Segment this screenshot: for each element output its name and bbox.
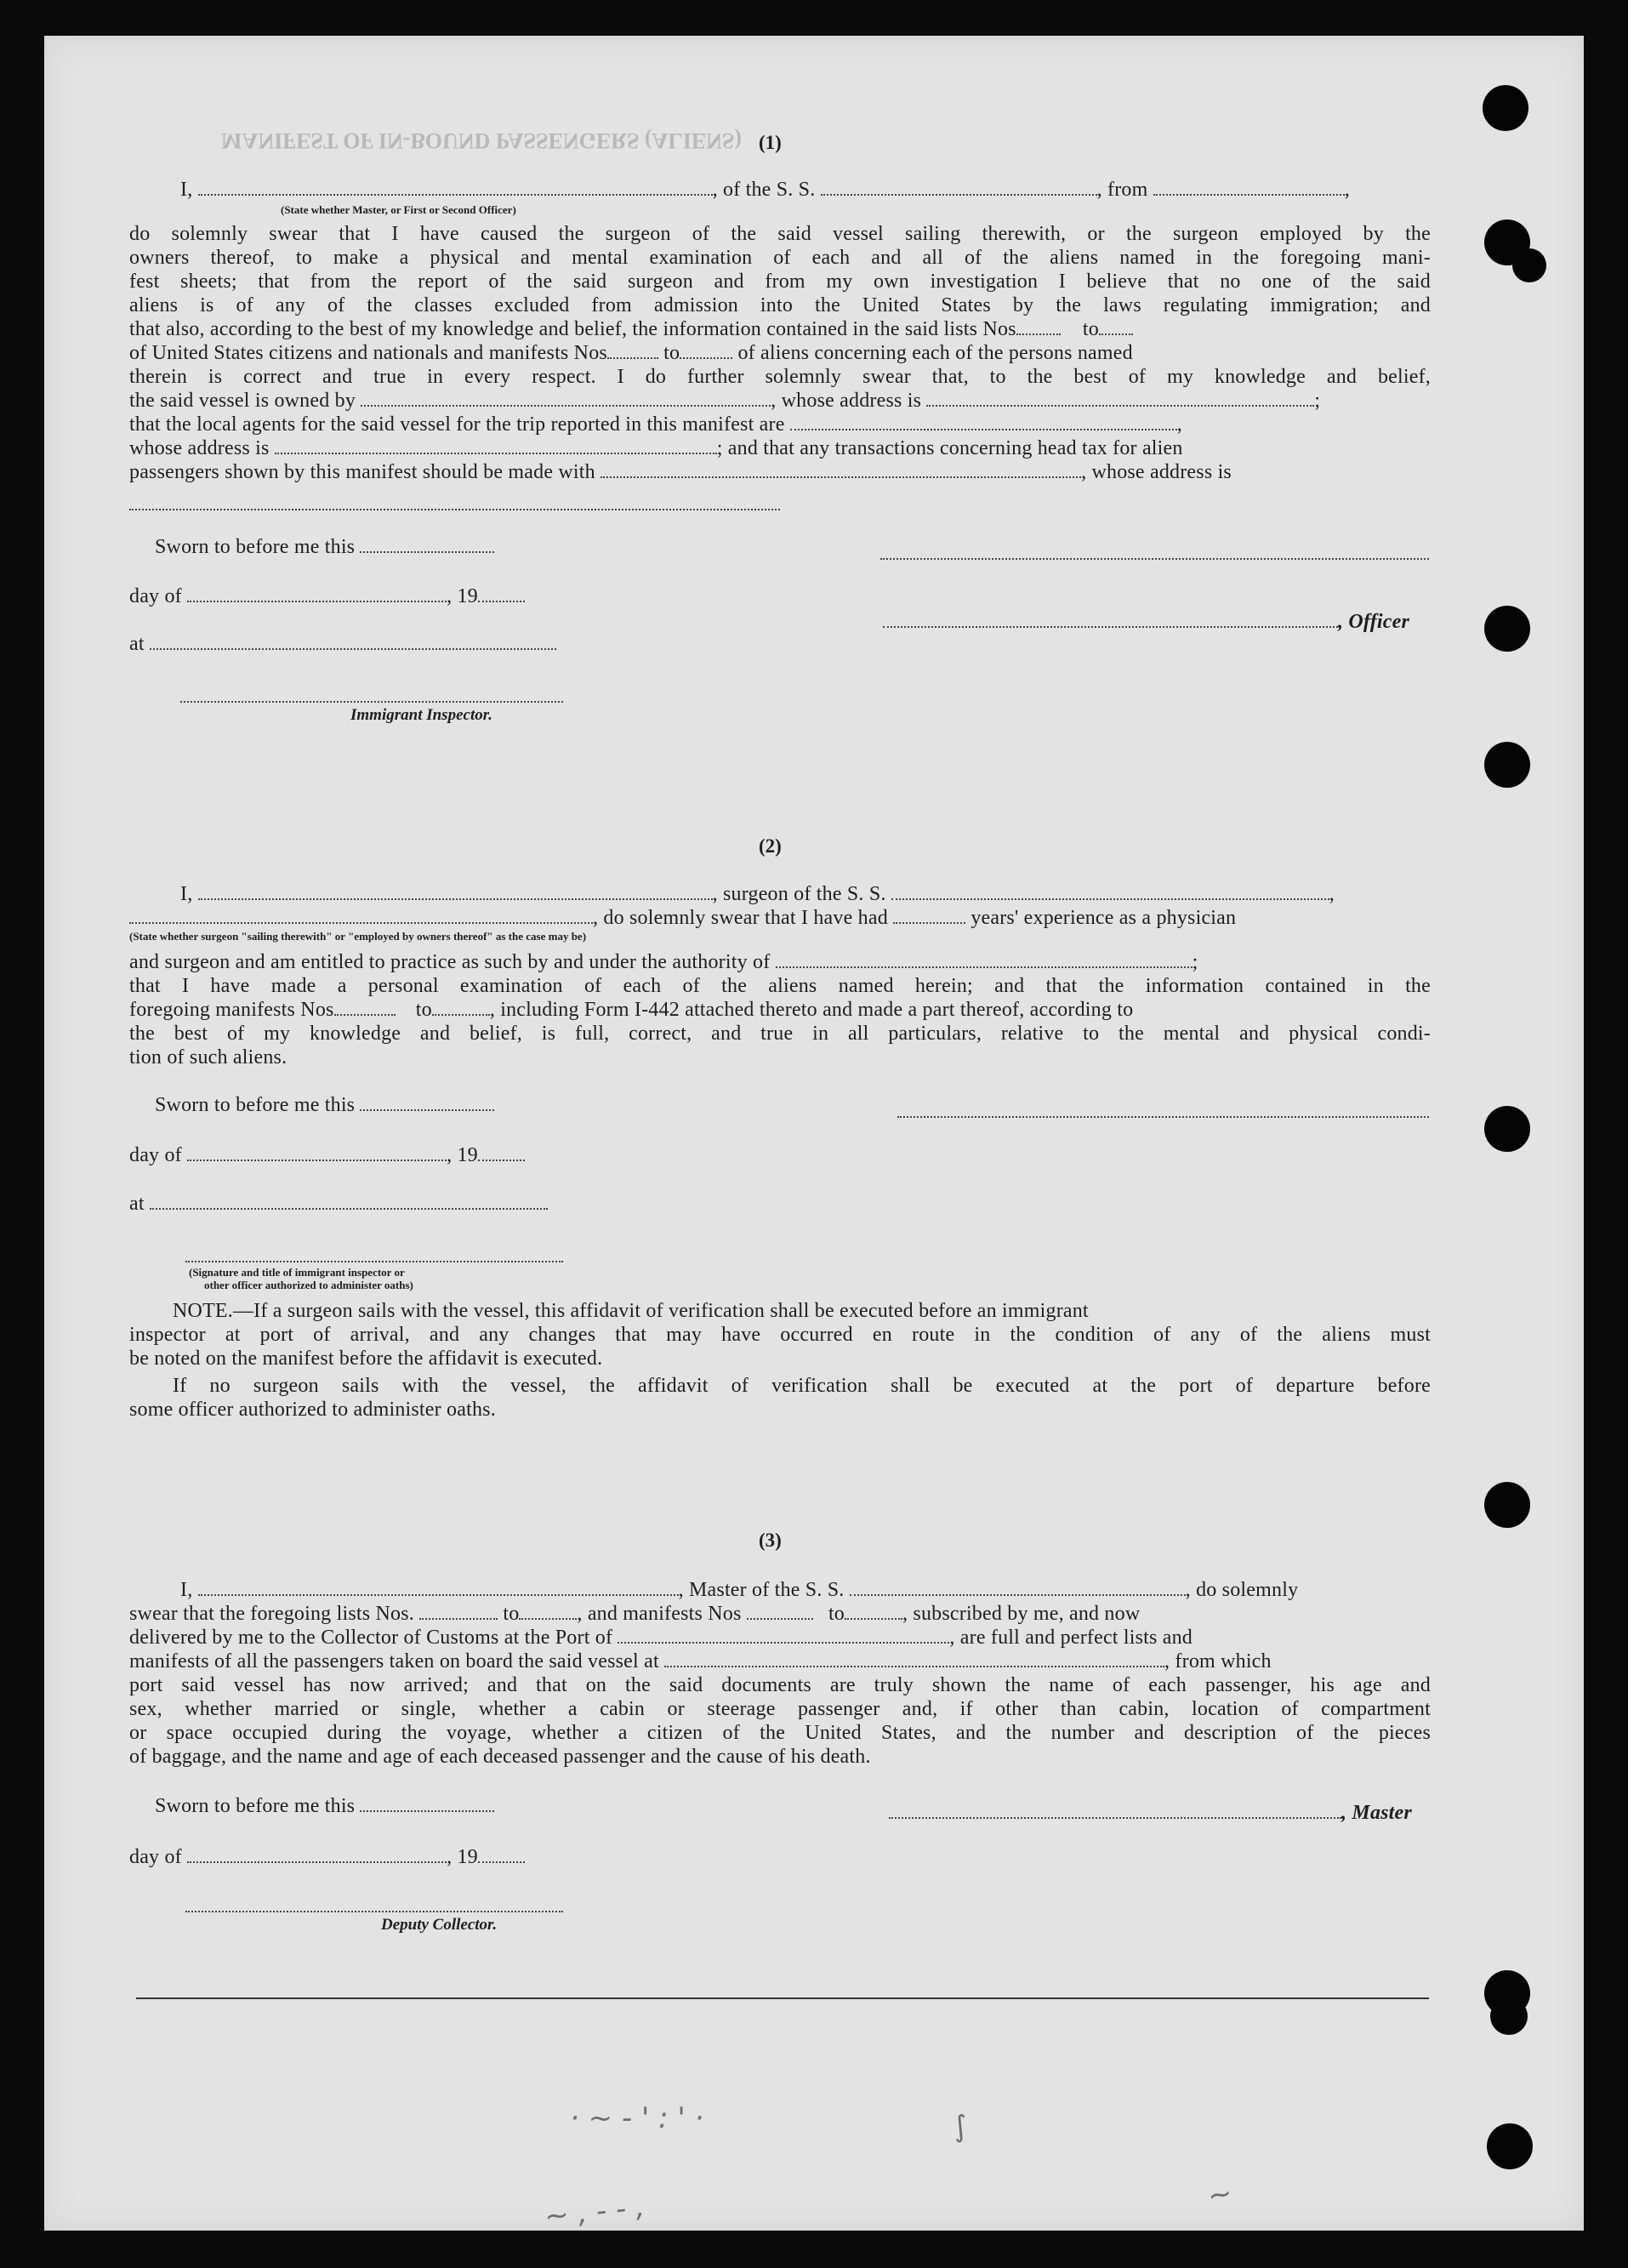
at-line [129,1193,548,1216]
text: Sworn to before me this [155,1795,356,1817]
punch-hole [1490,1997,1528,2035]
note-paragraph: be noted on the manifest before the affidavit is executed. [129,1348,603,1370]
blank-field [1016,333,1061,335]
deputy-label: Deputy Collector. [381,1916,498,1934]
section-number: (2) [759,835,782,857]
blank-field [334,1013,396,1016]
text: , including Form I-442 attached thereto and made a part thereof, according to [489,999,1134,1021]
text: of United States citizens and nationals and manifests Nos [129,342,607,364]
oath-text [129,318,1133,341]
text: , 19 [447,1144,478,1166]
blank-field [129,921,593,924]
oath-text [129,437,1183,460]
oath-line [180,179,1350,202]
text: Sworn to before me this [155,1094,356,1116]
oath-text [129,1650,1272,1673]
text: , surgeon of the S. S. [712,883,886,905]
sworn-line [155,1795,494,1818]
note-paragraph: some officer authorized to administer oaths. [129,1399,496,1421]
blank-field [618,1641,949,1644]
text: , Master of the S. S. [678,1579,845,1601]
blank-field [129,509,780,510]
signature-line [185,1911,563,1912]
divider [136,1997,1429,1999]
signature-line [180,701,563,703]
field-note: (State whether surgeon "sailing therewith" or "employed by owners thereof" as the case may be) [129,930,587,943]
blank-field [664,1665,1164,1667]
blank-field [360,550,494,553]
text: swear that the foregoing lists Nos. [129,1603,414,1625]
day-line [129,1846,525,1869]
sworn-line [155,1094,494,1117]
oath-text: therein is correct and true in every respect. I do further solemnly swear that, to the best of my knowledge and belief, [129,366,1431,388]
blank-field [198,898,713,900]
signature-line [897,1116,1429,1118]
blank-field [432,1013,490,1016]
text: that the local agents for the said vessel for the trip reported in this manifest are [129,413,785,436]
text: I, [180,1579,193,1601]
text: that also, according to the best of my knowledge and belief, the information contained in the said lists Nos [129,318,1016,340]
text: to [828,1603,845,1625]
blank-field [893,921,965,924]
blank-field [150,1207,548,1210]
text: ; [1192,951,1198,973]
text: , from which [1164,1650,1272,1673]
field-note: (State whether Master, or First or Second Officer) [281,203,516,216]
blank-field [187,600,447,602]
blank-field [790,428,1177,430]
blank-field [891,898,1329,900]
oath-text: the best of my knowledge and belief, is full, correct, and true in all particulars, relative to the mental and physical condi- [129,1023,1431,1045]
bleed-through-title: MANIFEST OF IN-BOUND PASSENGERS (ALIENS) [221,128,743,153]
handwritten-mark: ~ , - - , [543,2189,646,2235]
text: to [503,1603,520,1625]
text: , whose address is [1081,461,1232,483]
oath-text: port said vessel has now arrived; and that on the said documents are truly shown the name of each passenger, his age and [129,1674,1431,1696]
blank-field [821,193,1097,196]
blank-field [198,193,713,196]
punch-hole [1484,742,1530,788]
oath-text [129,951,1198,974]
section-number: (1) [759,132,782,153]
master-label: , Master [1341,1802,1412,1824]
day-line [129,585,525,608]
oath-text [129,413,1182,436]
oath-text: or space occupied during the voyage, whether a citizen of the United States, and the number and description of the pieces [129,1722,1431,1744]
blank-field [478,1861,525,1863]
text: , from [1096,179,1148,201]
oath-line [180,1579,1298,1602]
oath-text: that I have made a personal examination of each of the aliens named herein; and that the information contained in the [129,975,1431,997]
oath-text: do solemnly swear that I have caused the surgeon of the said vessel sailing therewith, or the surgeon employed by the [129,223,1431,245]
punch-hole [1484,1106,1530,1152]
text: of aliens concerning each of the persons named [737,342,1133,364]
text: foregoing manifests Nos [129,999,334,1021]
text: whose address is [129,437,270,459]
oath-text: owners thereof, to make a physical and mental examination of each and all of the aliens named in the foregoing mani- [129,247,1431,269]
text: —If a surgeon sails with the vessel, this affidavit of verification shall be executed before an immigrant [232,1300,1089,1322]
signature-line [185,1261,563,1262]
oath-line [129,907,1236,930]
text: manifests of all the passengers taken on board the said vessel at [129,1650,659,1673]
text: , of the S. S. [712,179,816,201]
text: Sworn to before me this [155,536,356,558]
blank-field [850,1593,1186,1596]
blank-field [607,356,658,359]
punch-hole [1484,606,1530,652]
text: , and manifests Nos [577,1603,742,1625]
blank-field [419,1617,498,1620]
oath-text [129,390,1320,413]
text: I, [180,883,193,905]
blank-field [601,476,1081,478]
section-number: (3) [759,1530,782,1551]
text: day of [129,1846,182,1868]
text: , subscribed by me, and now [902,1603,1141,1625]
blank-field [361,404,771,407]
text: , do solemnly swear that I have had [593,907,888,929]
text: years' experience as a physician [971,907,1237,929]
text: , do solemnly [1185,1579,1299,1601]
inspector-label: Immigrant Inspector. [350,706,492,724]
text: ; [1314,390,1321,412]
oath-text: of baggage, and the name and age of each deceased passenger and the cause of his death. [129,1746,871,1768]
blank-field [198,1593,679,1596]
oath-text: aliens is of any of the classes excluded from admission into the United States by the laws regulating immigration; and [129,294,1431,316]
at-line [129,633,556,656]
signature-line [880,558,1429,560]
text: , 19 [447,1846,478,1868]
text: ; and that any transactions concerning head tax for alien [716,437,1183,459]
text: to [1082,318,1099,340]
text: I, [180,179,193,201]
blank-field [1099,333,1133,335]
oath-line [180,883,1335,906]
oath-text: tion of such aliens. [129,1046,287,1068]
blank-field [776,966,1193,968]
oath-text [129,342,1133,365]
text: to [663,342,680,364]
day-line [129,1144,525,1167]
blank-field [680,356,732,359]
signature-line [883,625,1338,628]
blank-field [275,452,717,454]
punch-hole [1483,85,1528,131]
signature-note: other officer authorized to administer oaths) [204,1279,413,1291]
text: delivered by me to the Collector of Customs at the Port of [129,1627,613,1649]
signature-line [889,1816,1341,1819]
officer-line [883,611,1409,634]
blank-field [360,1809,494,1812]
blank-field [478,1159,525,1161]
note-label: NOTE. [173,1300,233,1322]
officer-label: , Officer [1338,611,1409,633]
blank-field [845,1617,902,1620]
oath-text: sex, whether married or single, whether a cabin or steerage passenger and, if other than cabin, location of compartment [129,1698,1431,1720]
text: at [129,1193,145,1215]
handwritten-mark: ∫ [950,2108,971,2145]
text: , [1176,413,1182,436]
blank-field [747,1617,813,1620]
signature-note: (Signature and title of immigrant inspector or [189,1266,405,1279]
blank-field [360,1108,494,1111]
sworn-line [155,536,494,559]
oath-text [129,1627,1193,1650]
blank-field [187,1861,447,1863]
text: , are full and perfect lists and [949,1627,1193,1649]
punch-hole [1484,1482,1530,1528]
document-page [44,36,1584,2231]
oath-text: fest sheets; that from the report of the said surgeon and from my own investigation I believe that no one of the said [129,271,1431,293]
text: , 19 [447,585,478,607]
text: and surgeon and am entitled to practice as such by and under the authority of [129,951,771,973]
note-paragraph: inspector at port of arrival, and any changes that may have occurred en route in the condition of any of the aliens must [129,1324,1431,1346]
text: day of [129,585,182,607]
handwritten-mark: ~ [1204,2175,1235,2214]
handwritten-mark: · ~ - ' : ' · [570,2101,704,2135]
note-paragraph [173,1300,1089,1323]
blank-field [1153,193,1345,196]
text: to [415,999,432,1021]
punch-hole [1487,2123,1533,2169]
master-line [889,1802,1412,1825]
note-paragraph: If no surgeon sails with the vessel, the affidavit of verification shall be executed at the port of departure before [173,1375,1431,1397]
text: day of [129,1144,182,1166]
text: at [129,633,145,655]
text: , whose address is [771,390,922,412]
text: , [1344,179,1350,201]
blank-field [519,1617,577,1620]
text: , [1329,883,1335,905]
blank-field [187,1159,447,1161]
punch-hole [1512,248,1546,282]
oath-text [129,461,1232,484]
oath-text [129,1603,1140,1626]
text: the said vessel is owned by [129,390,356,412]
blank-field [150,647,556,650]
blank-field [926,404,1314,407]
text: passengers shown by this manifest should be made with [129,461,595,483]
oath-text [129,999,1133,1022]
blank-field [478,600,525,602]
